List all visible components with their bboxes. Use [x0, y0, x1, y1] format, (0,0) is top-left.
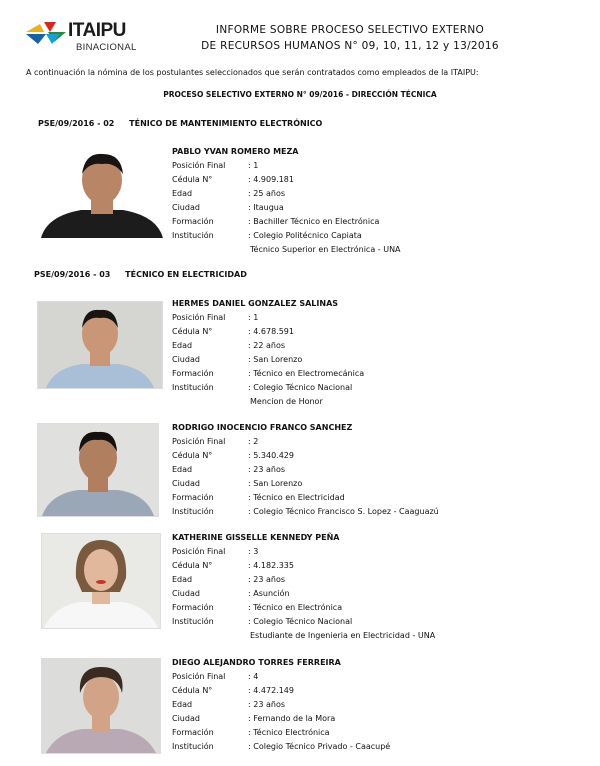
field-posicion: Posición Final : 1: [172, 161, 259, 170]
value-formacion: : Técnico en Electricidad: [248, 493, 345, 502]
field-institucion: Institución : Colegio Técnico Francisco S. Lopez - Caaguazú: [172, 507, 439, 516]
section-title: TÉNICO DE MANTENIMIENTO ELECTRÓNICO: [129, 119, 323, 128]
field-cedula: Cédula N° : 4.472.149: [172, 686, 294, 695]
field-posicion: Posición Final : 2: [172, 437, 259, 446]
section-code: PSE/09/2016 - 02: [38, 119, 115, 128]
value-edad: : 25 años: [248, 189, 286, 198]
field-institucion: Institución : Colegio Técnico Nacional: [172, 617, 353, 626]
value-cedula: : 5.340.429: [248, 451, 294, 460]
value-edad: : 23 años: [248, 700, 286, 709]
candidate-name: KATHERINE GISSELLE KENNEDY PEÑA: [172, 533, 340, 542]
candidate-photo: [41, 533, 161, 629]
value-formacion: : Bachiller Técnico en Electrónica: [248, 217, 380, 226]
itaipu-logo-mark-icon: [26, 22, 66, 46]
logo-subtitle: BINACIONAL: [76, 42, 137, 53]
value-edad: : 23 años: [248, 575, 286, 584]
candidate-photo: [40, 149, 164, 239]
section-code: PSE/09/2016 - 03: [34, 270, 111, 279]
value-posicion: : 1: [248, 161, 259, 170]
value-extra: Técnico Superior en Electrónica - UNA: [250, 245, 401, 254]
value-cedula: : 4.182.335: [248, 561, 294, 570]
field-formacion: Formación : Técnico en Electricidad: [172, 493, 345, 502]
field-edad: Edad : 23 años: [172, 700, 286, 709]
field-cedula: Cédula N° : 4.182.335: [172, 561, 294, 570]
value-posicion: : 1: [248, 313, 259, 322]
value-posicion: : 4: [248, 672, 259, 681]
value-formacion: : Técnico Electrónica: [248, 728, 330, 737]
value-extra: Estudiante de Ingenieria en Electricidad - UNA: [250, 631, 436, 640]
section-header: [38, 119, 322, 128]
value-institucion: : Colegio Politécnico Capiata: [248, 231, 362, 240]
report-title-line1: INFORME SOBRE PROCESO SELECTIVO EXTERNO: [215, 24, 485, 36]
field-edad: Edad : 23 años: [172, 465, 286, 474]
value-institucion: : Colegio Técnico Privado - Caacupé: [248, 742, 391, 751]
process-title: PROCESO SELECTIVO EXTERNO N° 09/2016 - DIRECCIÓN TÉCNICA: [163, 90, 437, 99]
field-institucion: Institución : Colegio Técnico Nacional: [172, 383, 353, 392]
field-formacion: Formación : Técnico en Electromecánica: [172, 369, 365, 378]
value-institucion: : Colegio Técnico Francisco S. Lopez - Caaguazú: [248, 507, 439, 516]
field-posicion: Posición Final : 1: [172, 313, 259, 322]
value-institucion: : Colegio Técnico Nacional: [248, 617, 353, 626]
candidate-name: PABLO YVAN ROMERO MEZA: [172, 147, 299, 156]
field-cedula: Cédula N° : 4.909.181: [172, 175, 294, 184]
value-cedula: : 4.678.591: [248, 327, 294, 336]
field-posicion: Posición Final : 4: [172, 672, 259, 681]
field-institucion: Institución : Colegio Técnico Privado - Caacupé: [172, 742, 391, 751]
field-ciudad: Ciudad : Asunción: [172, 589, 290, 598]
field-cedula: Cédula N° : 4.678.591: [172, 327, 294, 336]
field-institucion: Institución : Colegio Politécnico Capiata: [172, 231, 362, 240]
candidate-name: DIEGO ALEJANDRO TORRES FERREIRA: [172, 658, 341, 667]
candidate-name: RODRIGO INOCENCIO FRANCO SANCHEZ: [172, 423, 353, 432]
field-edad: Edad : 23 años: [172, 575, 286, 584]
value-ciudad: : San Lorenzo: [248, 355, 303, 364]
itaipu-logo: [26, 20, 138, 54]
field-posicion: Posición Final : 3: [172, 547, 259, 556]
field-edad: Edad : 22 años: [172, 341, 286, 350]
value-posicion: : 2: [248, 437, 259, 446]
field-formacion: Formación : Bachiller Técnico en Electrónica: [172, 217, 380, 226]
value-ciudad: : Fernando de la Mora: [248, 714, 336, 723]
field-formacion: Formación : Técnico en Electrónica: [172, 603, 343, 612]
report-title-line2: DE RECURSOS HUMANOS N° 09, 10, 11, 12 y 13/2016: [201, 40, 499, 52]
field-ciudad: Ciudad : Fernando de la Mora: [172, 714, 336, 723]
field-ciudad: Ciudad : San Lorenzo: [172, 479, 303, 488]
value-formacion: : Técnico en Electromecánica: [248, 369, 365, 378]
field-edad: Edad : 25 años: [172, 189, 286, 198]
value-formacion: : Técnico en Electrónica: [248, 603, 343, 612]
intro-text: A continuación la nómina de los postulantes seleccionados que serán contratados como empleados de la ITAIPU:: [26, 68, 479, 77]
candidate-name: HERMES DANIEL GONZALEZ SALINAS: [172, 299, 339, 308]
value-edad: : 22 años: [248, 341, 286, 350]
value-posicion: : 3: [248, 547, 259, 556]
value-institucion: : Colegio Técnico Nacional: [248, 383, 353, 392]
field-cedula: Cédula N° : 5.340.429: [172, 451, 294, 460]
field-ciudad: Ciudad : San Lorenzo: [172, 355, 303, 364]
field-formacion: Formación : Técnico Electrónica: [172, 728, 330, 737]
value-cedula: : 4.472.149: [248, 686, 294, 695]
field-ciudad: Ciudad : Itaugua: [172, 203, 284, 212]
logo-wordmark: ITAIPU: [68, 20, 126, 41]
value-ciudad: : San Lorenzo: [248, 479, 303, 488]
candidate-photo: [41, 658, 161, 754]
section-title: TÉCNICO EN ELECTRICIDAD: [125, 270, 247, 279]
value-ciudad: : Itaugua: [248, 203, 284, 212]
candidate-photo: [37, 423, 159, 517]
value-ciudad: : Asunción: [248, 589, 290, 598]
candidate-photo: [37, 301, 163, 389]
value-extra: Mencion de Honor: [250, 397, 323, 406]
value-edad: : 23 años: [248, 465, 286, 474]
value-cedula: : 4.909.181: [248, 175, 294, 184]
section-header: [34, 270, 247, 279]
